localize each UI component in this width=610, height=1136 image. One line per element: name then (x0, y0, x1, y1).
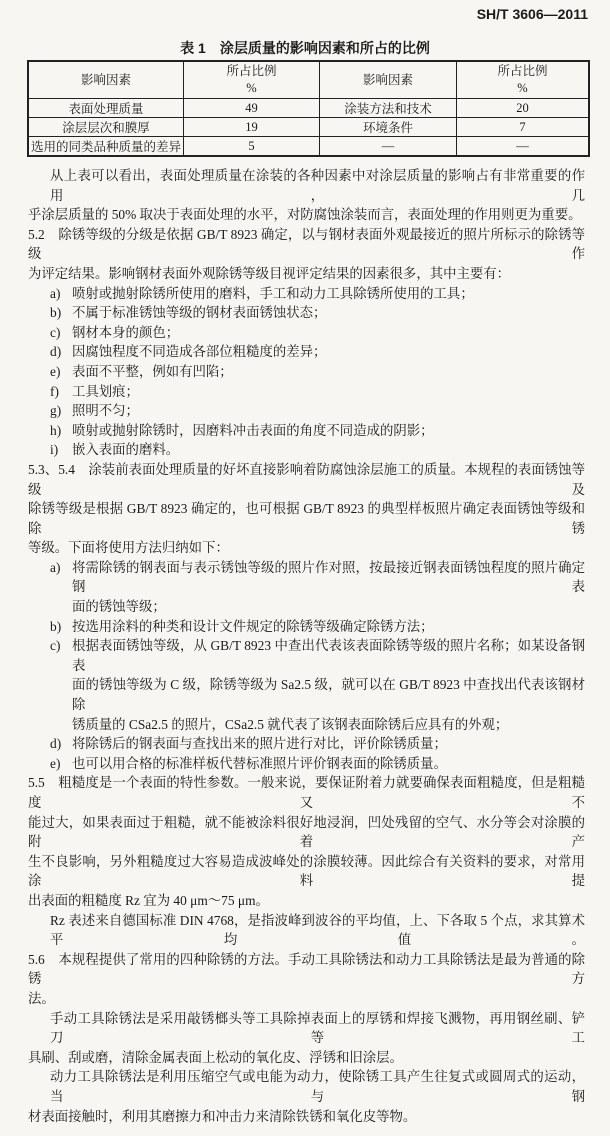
list-item (28, 342, 585, 362)
line-text: 嵌入表面的磨料。 (72, 442, 180, 458)
line-text: 动力工具除锈法是利用压缩空气或电能为动力，使除锈工具产生往复式或圆周式的运动，当与钢 (50, 1069, 585, 1104)
line-text: 能过大，如果表面过于粗糙，就不能被涂料很好地浸润，凹处残留的空气、水分等会对涂膜的附着产 (28, 814, 585, 850)
text-line (28, 460, 585, 499)
text-line (28, 813, 585, 852)
cell: 表面处理质量 (28, 99, 184, 118)
text-line (28, 852, 585, 891)
line-text: 根据表面锈蚀等级，从 GB/T 8923 中查出代表该表面除锈等级的照片名称；如某设备钢表 (72, 638, 585, 673)
cell: 选用的同类品种质量的差异 (28, 137, 184, 157)
text-line (28, 989, 585, 1009)
table-header-row (28, 61, 589, 99)
line-text: 面的锈蚀等级； (72, 599, 166, 615)
line-text: 将除锈后的钢表面与查找出来的照片进行对比，评价除锈质量； (72, 736, 447, 752)
line-text: 表面不平整，例如有凹陷； (72, 363, 233, 379)
line-text: 5.6 本规程提供了常用的四种除锈的方法。手动工具除锈法和动力工具除锈法是最为普通的除锈方 (28, 951, 585, 987)
list-label: e) (50, 755, 61, 771)
text-line (28, 891, 585, 911)
list-item (28, 440, 585, 460)
line-text: 工具划痕； (72, 383, 139, 399)
list-item (28, 734, 585, 754)
list-label: e) (50, 363, 61, 379)
list-item (28, 401, 585, 421)
list-item (28, 754, 585, 774)
list-item (28, 303, 585, 323)
list-label: a) (50, 559, 61, 575)
text-line (28, 950, 585, 989)
table-row (28, 137, 589, 157)
text-line (28, 225, 585, 264)
line-text: Rz 表述来自德国标准 DIN 4768，是指波峰到波谷的平均值，上、下各取 5 个点，求其算术平均值。 (50, 912, 585, 948)
line-text: 锈质量的 CSa2.5 的照片，CSa2.5 就代表了该钢表面除锈后应具有的外观； (72, 716, 509, 732)
cell: 19 (184, 118, 320, 137)
cell: 涂层层次和膜厚 (28, 118, 184, 137)
cell: 5 (184, 137, 320, 157)
list-item (28, 558, 585, 597)
line-text: 喷射或抛射除锈所使用的磨料，手工和动力工具除锈所使用的工具； (72, 285, 474, 301)
factors-table (27, 60, 590, 157)
list-item (28, 617, 585, 637)
standard-number: SH/T 3606—2011 (476, 6, 588, 22)
line-text: 材表面接触时，利用其磨擦力和冲击力来清除铁锈和氧化皮等物。 (28, 1108, 417, 1124)
line-text: 也可以用合格的标准样板代替标准照片评价钢表面的除锈质量。 (72, 755, 447, 771)
list-item (28, 284, 585, 304)
table-title: 表 1 涂层质量的影响因素和所占的比例 (180, 40, 430, 56)
line-text: 等级。下面将使用方法归纳如下： (28, 540, 229, 556)
text-line (28, 715, 585, 735)
text-line (28, 205, 585, 225)
line-text: 法。 (28, 990, 55, 1006)
line-text: 钢材本身的颜色； (72, 324, 180, 340)
table-row (28, 118, 589, 137)
list-label: i) (50, 442, 59, 458)
text-line (28, 264, 585, 284)
line-text: 照明不匀； (72, 403, 139, 419)
text-line (28, 166, 585, 205)
text-line (28, 597, 585, 617)
header-ratio: 所占比例 % (184, 61, 320, 99)
text-line (28, 1009, 585, 1048)
text-line (28, 1107, 585, 1127)
text-line (28, 538, 585, 558)
cell: — (457, 137, 590, 157)
table-row (28, 99, 589, 118)
list-label: a) (50, 285, 61, 301)
list-label: h) (50, 422, 62, 438)
line-text: 具刷、刮或磨，清除金属表面上松动的氧化皮、浮锈和旧涂层。 (28, 1049, 403, 1065)
line-text: 5.5 粗糙度是一个表面的特性参数。一般来说，要保证附着力就要确保表面粗糙度，但是粗糙度又不 (28, 775, 585, 810)
text-line (28, 911, 585, 950)
cell: 49 (184, 99, 320, 118)
line-text: 从上表可以看出，表面处理质量在涂装的各种因素中对涂层质量的影响占有非常重要的作用，几 (50, 168, 585, 203)
cell: 7 (457, 118, 590, 137)
line-text: 手动工具除锈法是采用敲锈榔头等工具除掉表面上的厚锈和焊接飞溅物，再用钢丝刷、铲刀等工 (50, 1010, 585, 1046)
line-text: 喷射或抛射除锈时，因磨料冲击表面的角度不同造成的阴影； (72, 422, 434, 438)
line-text: 因腐蚀程度不同造成各部位粗糙度的差异； (72, 344, 327, 360)
line-text: 乎涂层质量的 50% 取决于表面处理的水平，对防腐蚀涂装而言，表面处理的作用则更为重要。 (28, 207, 582, 223)
list-item (28, 323, 585, 343)
list-item (28, 421, 585, 441)
list-label: c) (50, 638, 61, 654)
line-text: 生不良影响，另外粗糙度过大容易造成波峰处的涂膜较薄。因此综合有关资料的要求，对常用涂料提 (28, 853, 585, 889)
list-label: b) (50, 305, 62, 321)
text-line (28, 499, 585, 538)
line-text: 不属于标准锈蚀等级的钢材表面锈蚀状态； (72, 305, 327, 321)
list-item (28, 362, 585, 382)
list-label: b) (50, 618, 62, 634)
cell: 涂装方法和技术 (320, 99, 457, 118)
line-text: 将需除锈的钢表面与表示锈蚀等级的照片作对照，按最接近钢表面锈蚀程度的照片确定钢表 (72, 559, 585, 595)
list-item (28, 382, 585, 402)
line-text: 除锈等级是根据 GB/T 8923 确定的，也可根据 GB/T 8923 的典型样板照片确定表面锈蚀等级和除锈 (28, 501, 585, 536)
list-label: f) (50, 383, 59, 399)
list-label: c) (50, 324, 61, 340)
text-line (28, 773, 585, 812)
line-text: 5.2 除锈等级的分级是依据 GB/T 8923 确定，以与钢材表面外观最接近的照片所标示的除锈等级作 (28, 226, 585, 262)
header-ratio: 所占比例 % (457, 61, 590, 99)
line-text: 面的锈蚀等级为 C 级，除锈等级为 Sa2.5 级，就可以在 GB/T 8923 中查找出代表该钢材除 (72, 677, 585, 713)
cell: 20 (457, 99, 590, 118)
cell: — (320, 137, 457, 157)
line-text: 为评定结果。影响钢材表面外观除锈等级目视评定结果的因素很多，其中主要有： (28, 265, 511, 281)
list-item (28, 636, 585, 675)
header-factor: 影响因素 (28, 61, 184, 99)
list-label: d) (50, 736, 62, 752)
text-line (28, 1048, 585, 1068)
text-line (28, 1067, 585, 1106)
list-label: d) (50, 344, 62, 360)
line-text: 按选用涂料的种类和设计文件规定的除锈等级确定除锈方法； (72, 618, 434, 634)
cell: 环境条件 (320, 118, 457, 137)
list-label: g) (50, 403, 62, 419)
line-text: 出表面的粗糙度 Rz 宜为 40 μm～75 μm。 (28, 892, 269, 908)
header-factor: 影响因素 (320, 61, 457, 99)
body-text (28, 166, 585, 1136)
line-text: 5.3、5.4 涂装前表面处理质量的好坏直接影响着防腐蚀涂层施工的质量。本规程的表面锈蚀等级及 (28, 461, 585, 497)
text-line (28, 675, 585, 714)
